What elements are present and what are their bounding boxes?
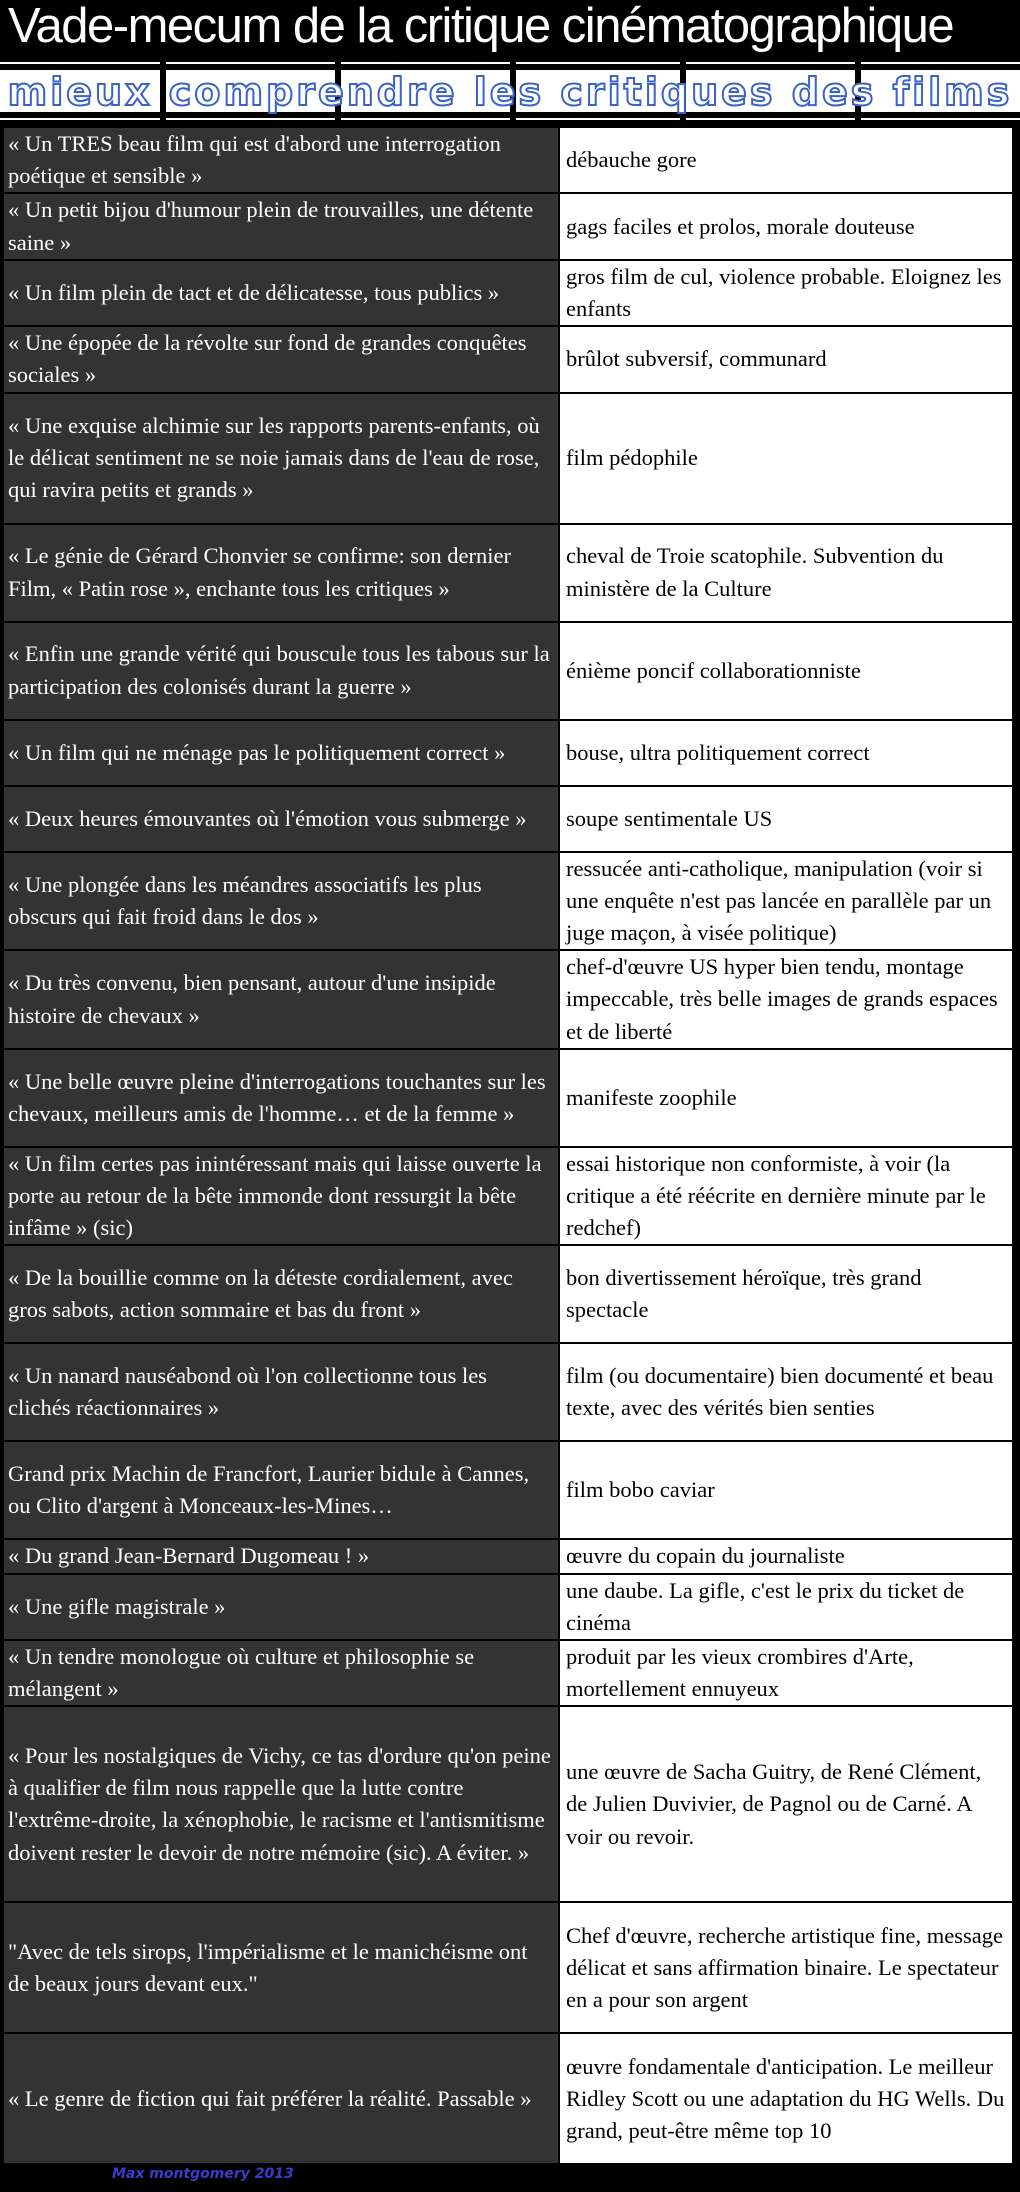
real-meaning-cell: débauche gore bbox=[559, 127, 1013, 193]
real-meaning-cell: film bobo caviar bbox=[559, 1441, 1013, 1539]
table-row bbox=[3, 524, 1013, 622]
real-meaning-cell: bouse, ultra politiquement correct bbox=[559, 720, 1013, 786]
real-meaning-cell: brûlot subversif, communard bbox=[559, 326, 1013, 392]
real-meaning-cell: bon divertissement héroïque, très grand spectacle bbox=[559, 1245, 1013, 1343]
page-subtitle: mieux comprendre les critiques des films bbox=[7, 70, 1013, 114]
table-row bbox=[3, 1147, 1013, 1246]
critic-quote-cell: « Du très convenu, bien pensant, autour d'une insipide histoire de chevaux » bbox=[3, 950, 559, 1049]
critic-quote-cell: « Une plongée dans les méandres associatifs les plus obscurs qui fait froid dans le dos » bbox=[3, 852, 559, 951]
table-row bbox=[3, 852, 1013, 951]
critic-quote-cell: « Pour les nostalgiques de Vichy, ce tas d'ordure qu'on peine à qualifier de film nous rappelle que la lutte contre l'extrême-droite, la xénophobie, le racisme et l'antismitisme doivent rester le devoir de notre mémoire (sic). A éviter. » bbox=[3, 1706, 559, 1902]
critic-quote-cell: « Une exquise alchimie sur les rapports parents-enfants, où le délicat sentiment ne se noie jamais dans de l'eau de rose, qui ravira petits et grands » bbox=[3, 393, 559, 524]
critic-quote-cell: « Du grand Jean-Bernard Dugomeau ! » bbox=[3, 1539, 559, 1573]
table-row bbox=[3, 1574, 1013, 1640]
critic-quote-cell: « Enfin une grande vérité qui bouscule tous les tabous sur la participation des colonisés durant la guerre » bbox=[3, 622, 559, 720]
critic-quote-cell: « Le génie de Gérard Chonvier se confirme: son dernier Film, « Patin rose », enchante tous les critiques » bbox=[3, 524, 559, 622]
critic-quote-cell: « Deux heures émouvantes où l'émotion vous submerge » bbox=[3, 786, 559, 852]
real-meaning-cell: produit par les vieux crombires d'Arte, mortellement ennuyeux bbox=[559, 1640, 1013, 1706]
real-meaning-cell: une œuvre de Sacha Guitry, de René Clément, de Julien Duvivier, de Pagnol ou de Carné. A voir ou revoir. bbox=[559, 1706, 1013, 1902]
table-row bbox=[3, 2033, 1013, 2164]
table-row bbox=[3, 127, 1013, 193]
table-row bbox=[3, 1245, 1013, 1343]
critic-quote-cell: « Une gifle magistrale » bbox=[3, 1574, 559, 1640]
table-row bbox=[3, 193, 1013, 259]
critic-quote-cell: « Un film plein de tact et de délicatesse, tous publics » bbox=[3, 260, 559, 326]
critic-quote-cell: « Un nanard nauséabond où l'on collectionne tous les clichés réactionnaires » bbox=[3, 1343, 559, 1441]
table-row bbox=[3, 1706, 1013, 1902]
table-row bbox=[3, 786, 1013, 852]
real-meaning-cell: cheval de Troie scatophile. Subvention du ministère de la Culture bbox=[559, 524, 1013, 622]
table-row bbox=[3, 1441, 1013, 1539]
real-meaning-cell: œuvre fondamentale d'anticipation. Le meilleur Ridley Scott ou une adaptation du HG Wells. Du grand, peut-être même top 10 bbox=[559, 2033, 1013, 2164]
critic-quote-cell: « Un film qui ne ménage pas le politiquement correct » bbox=[3, 720, 559, 786]
table-row bbox=[3, 1343, 1013, 1441]
real-meaning-cell: une daube. La gifle, c'est le prix du ticket de cinéma bbox=[559, 1574, 1013, 1640]
table-row bbox=[3, 326, 1013, 392]
real-meaning-cell: Chef d'œuvre, recherche artistique fine, message délicat et sans affirmation binaire. Le spectateur en a pour son argent bbox=[559, 1902, 1013, 2033]
critic-quote-cell: « Un film certes pas inintéressant mais qui laisse ouverte la porte au retour de la bête immonde dont ressurgit la bête infâme » (sic) bbox=[3, 1147, 559, 1246]
real-meaning-cell: œuvre du copain du journaliste bbox=[559, 1539, 1013, 1573]
table-row bbox=[3, 622, 1013, 720]
table-row bbox=[3, 1539, 1013, 1573]
real-meaning-cell: essai historique non conformiste, à voir (la critique a été réécrite en dernière minute par le redchef) bbox=[559, 1147, 1013, 1246]
critic-quote-cell: "Avec de tels sirops, l'impérialisme et le manichéisme ont de beaux jours devant eux." bbox=[3, 1902, 559, 2033]
real-meaning-cell: film (ou documentaire) bien documenté et beau texte, avec des vérités bien senties bbox=[559, 1343, 1013, 1441]
real-meaning-cell: ressucée anti-catholique, manipulation (voir si une enquête n'est pas lancée en parallèle par un juge maçon, à visée politique) bbox=[559, 852, 1013, 951]
critic-quote-cell: « Le genre de fiction qui fait préférer la réalité. Passable » bbox=[3, 2033, 559, 2164]
real-meaning-cell: gros film de cul, violence probable. Eloignez les enfants bbox=[559, 260, 1013, 326]
real-meaning-cell: gags faciles et prolos, morale douteuse bbox=[559, 193, 1013, 259]
author-signature: Max montgomery 2013 bbox=[112, 2166, 294, 2182]
real-meaning-cell: soupe sentimentale US bbox=[559, 786, 1013, 852]
critic-quote-cell: « Un tendre monologue où culture et philosophie se mélangent » bbox=[3, 1640, 559, 1706]
table-row bbox=[3, 260, 1013, 326]
real-meaning-cell: manifeste zoophile bbox=[559, 1049, 1013, 1147]
table-row bbox=[3, 1902, 1013, 2033]
table-row bbox=[3, 1049, 1013, 1147]
real-meaning-cell: chef-d'œuvre US hyper bien tendu, montage impeccable, très belle images de grands espaces et de liberté bbox=[559, 950, 1013, 1049]
filmstrip-banner bbox=[0, 56, 1020, 126]
real-meaning-cell: énième poncif collaborationniste bbox=[559, 622, 1013, 720]
table-row bbox=[3, 393, 1013, 524]
table-row bbox=[3, 720, 1013, 786]
critic-quote-cell: « De la bouillie comme on la déteste cordialement, avec gros sabots, action sommaire et bas du front » bbox=[3, 1245, 559, 1343]
critic-quote-cell: « Une belle œuvre pleine d'interrogations touchantes sur les chevaux, meilleurs amis de l'homme… et de la femme » bbox=[3, 1049, 559, 1147]
critic-quote-cell: Grand prix Machin de Francfort, Laurier bidule à Cannes, ou Clito d'argent à Monceaux-les-Mines… bbox=[3, 1441, 559, 1539]
critic-quote-cell: « Un TRES beau film qui est d'abord une interrogation poétique et sensible » bbox=[3, 127, 559, 193]
table-row bbox=[3, 950, 1013, 1049]
page-title: Vade-mecum de la critique cinématographique bbox=[8, 0, 954, 53]
real-meaning-cell: film pédophile bbox=[559, 393, 1013, 524]
critic-quote-cell: « Une épopée de la révolte sur fond de grandes conquêtes sociales » bbox=[3, 326, 559, 392]
critic-quote-cell: « Un petit bijou d'humour plein de trouvailles, une détente saine » bbox=[3, 193, 559, 259]
table-row bbox=[3, 1640, 1013, 1706]
critique-table bbox=[2, 126, 1014, 2165]
